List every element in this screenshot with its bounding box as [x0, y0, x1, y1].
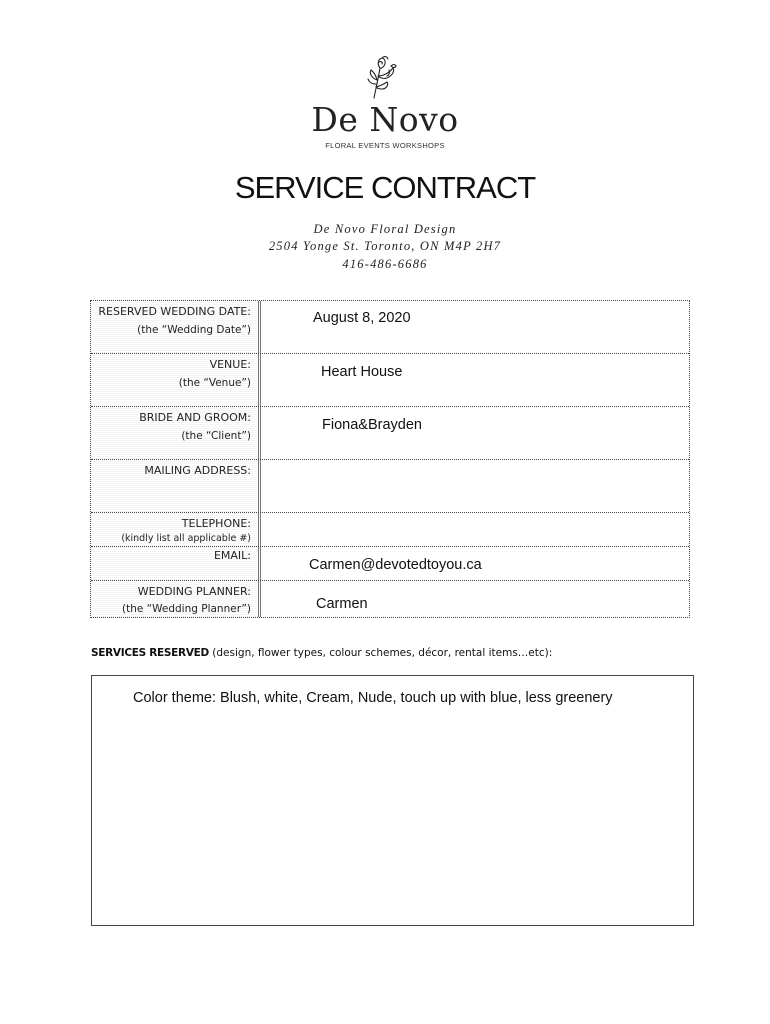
telephone-label: TELEPHONE: [181, 517, 251, 530]
mailing-label-cell [91, 460, 261, 512]
services-reserved-label-bold: SERVICES RESERVED [91, 647, 209, 659]
venue-field[interactable]: Heart House [321, 364, 403, 380]
company-phone: 416-486-6686 [342, 257, 428, 271]
row-wedding-planner [91, 581, 689, 617]
company-name: De Novo Floral Design [313, 222, 457, 236]
wedding-date-sublabel: (the “Wedding Date”) [137, 324, 251, 336]
row-mailing-address [91, 460, 689, 513]
wedding-planner-sublabel: (the “Wedding Planner”) [122, 603, 251, 615]
mailing-address-field[interactable] [264, 460, 689, 512]
row-client [91, 407, 689, 460]
row-wedding-date [91, 301, 689, 354]
venue-label-cell [91, 354, 261, 406]
services-reserved-label [91, 647, 552, 659]
venue-sublabel: (the “Venue”) [178, 377, 251, 389]
email-label-cell [91, 547, 261, 580]
row-venue [91, 354, 689, 407]
email-field[interactable]: Carmen@devotedtoyou.ca [309, 557, 482, 573]
wedding-date-label: RESERVED WEDDING DATE: [98, 305, 251, 318]
client-sublabel: (the “Client”) [181, 430, 251, 442]
client-field[interactable]: Fiona&Brayden [322, 417, 422, 433]
email-label: EMAIL: [213, 549, 251, 562]
document-title: SERVICE CONTRACT [234, 170, 536, 205]
client-label: BRIDE AND GROOM: [139, 411, 251, 424]
contract-form-grid [90, 300, 690, 618]
telephone-field[interactable] [264, 513, 689, 546]
telephone-label-cell [91, 513, 261, 546]
brand-name: De Novo [311, 100, 459, 139]
row-email [91, 547, 689, 581]
mailing-address-label: MAILING ADDRESS: [144, 464, 251, 477]
telephone-sublabel: (kindly list all applicable #) [121, 533, 251, 544]
wedding-planner-field[interactable]: Carmen [316, 596, 368, 612]
venue-label: VENUE: [209, 358, 251, 371]
wedding-planner-label: WEDDING PLANNER: [137, 585, 251, 598]
services-reserved-label-note: (design, flower types, colour schemes, décor, rental items…etc): [208, 647, 553, 659]
client-label-cell [91, 407, 261, 459]
services-reserved-text[interactable]: Color theme: Blush, white, Cream, Nude, touch up with blue, less greenery [133, 690, 613, 706]
services-reserved-box[interactable] [91, 675, 694, 926]
company-address: 2504 Yonge St. Toronto, ON M4P 2H7 [268, 239, 502, 253]
wedding-date-field[interactable]: August 8, 2020 [313, 310, 411, 326]
row-telephone [91, 513, 689, 547]
floral-logo-icon [360, 54, 406, 100]
brand-tagline: FLORAL EVENTS WORKSHOPS [325, 141, 445, 150]
wedding-date-label-cell [91, 301, 261, 353]
planner-label-cell [91, 581, 261, 617]
